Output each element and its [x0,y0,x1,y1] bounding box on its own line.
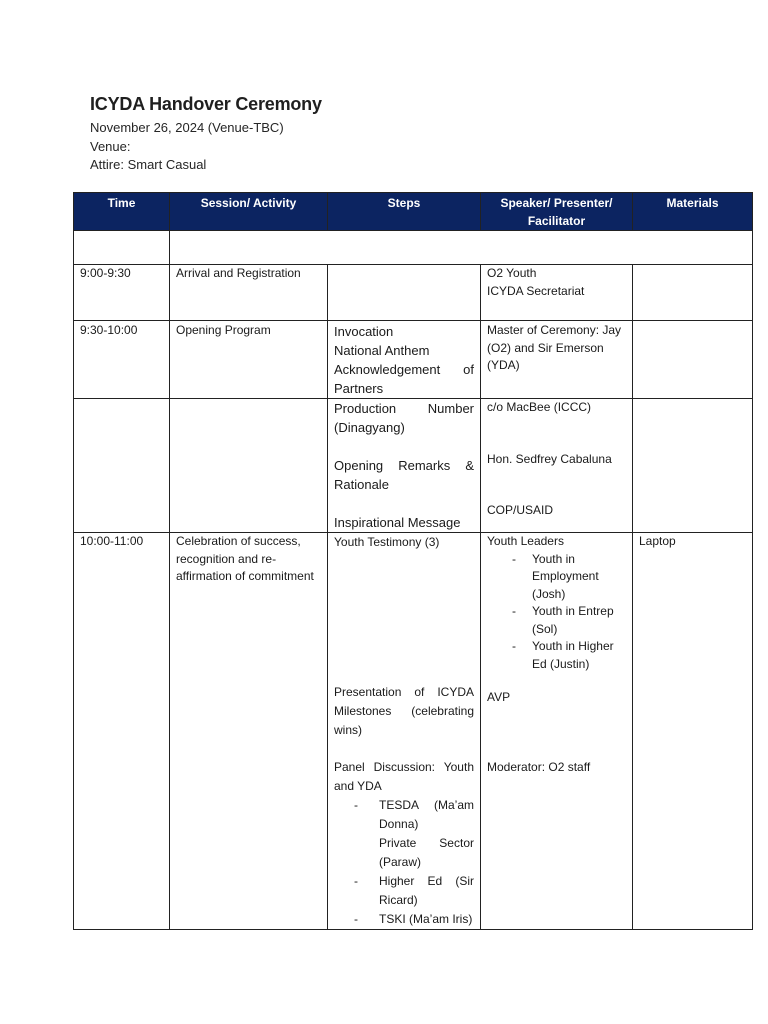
speaker-cell: Master of Ceremony: Jay (O2) and Sir Emerson (YDA) [481,321,633,399]
column-header-steps: Steps [328,193,481,231]
speaker-line: AVP [487,690,511,704]
session-cell: Celebration of success, recognition and re-affirmation of commitment [170,533,328,930]
speaker-cell [481,399,633,533]
materials-cell [633,321,753,399]
step-youth-testimony: Youth Testimony (3) [334,535,440,549]
steps-cell [328,265,481,321]
agenda-table [73,192,753,930]
table-row-opening [74,321,753,399]
column-header-speaker: Speaker/ Presenter/ Facilitator [481,193,633,231]
session-cell [170,399,328,533]
venue-line: Venue: [90,138,131,154]
session-cell: Opening Program [170,321,328,399]
youth-list [487,551,626,674]
steps-cell [328,399,481,533]
step-anthem: National Anthem [334,343,430,358]
empty-cell [74,231,170,265]
step-acknowledgement: Acknowledgement of Partners [334,362,474,396]
materials-cell [633,265,753,321]
attire-line: Attire: Smart Casual [90,157,207,172]
list-item: - TSKI (Ma’am Iris) [354,910,474,929]
time-cell: 9:00-9:30 [74,265,170,321]
time-cell: 9:30-10:00 [74,321,170,399]
list-item: - Youth in Entrep (Sol) [512,603,626,638]
step-invocation: Invocation [334,324,394,339]
step-inspirational-message: Inspirational Message [334,515,461,530]
materials-cell [633,399,753,533]
step-production-number: Production Number (Dinagyang) [334,401,474,435]
list-item: - Higher Ed (Sir Ricard) [354,872,474,910]
table-row-arrival [74,265,753,321]
list-item: Private Sector (Paraw) [379,836,474,869]
speaker-line: Youth Leaders [487,534,564,548]
column-header-session: Session/ Activity [170,193,328,231]
table-row-celebration [74,533,753,930]
list-item: - TESDA (Ma’am Donna) [354,796,474,834]
column-header-materials: Materials [633,193,753,231]
empty-merged-cell [170,231,753,265]
speaker-cell [481,265,633,321]
speaker-cell [481,533,633,930]
table-row-opening-continued [74,399,753,533]
time-cell: 10:00-11:00 [74,533,170,930]
list-item: - Youth in Higher Ed (Justin) [512,638,626,673]
speaker-line: c/o MacBee (ICCC) [487,400,592,414]
time-cell [74,399,170,533]
speaker-line: Moderator: O2 staff [487,759,591,774]
table-row-empty [74,231,753,265]
date-line: November 26, 2024 (Venue-TBC) [90,120,284,135]
step-panel-discussion: Panel Discussion: Youth and YDA [334,760,474,793]
step-opening-remarks: Opening Remarks & Rationale [334,458,474,492]
session-cell: Arrival and Registration [170,265,328,321]
list-item: - Youth in Employment (Josh) [512,551,626,604]
speaker-line: O2 Youth [487,266,537,280]
speaker-line: COP/USAID [487,503,554,517]
document-title: ICYDA Handover Ceremony [90,94,322,114]
step-milestones: Presentation of ICYDA Milestones (celebrating wins) [334,685,474,737]
panel-list [334,796,474,929]
column-header-time: Time [74,193,170,231]
table-header-row [74,193,753,231]
speaker-line: ICYDA Secretariat [487,283,585,298]
steps-cell [328,533,481,930]
materials-cell: Laptop [633,533,753,930]
steps-cell [328,321,481,399]
document-header [90,94,322,175]
speaker-line: Hon. Sedfrey Cabaluna [487,451,612,466]
